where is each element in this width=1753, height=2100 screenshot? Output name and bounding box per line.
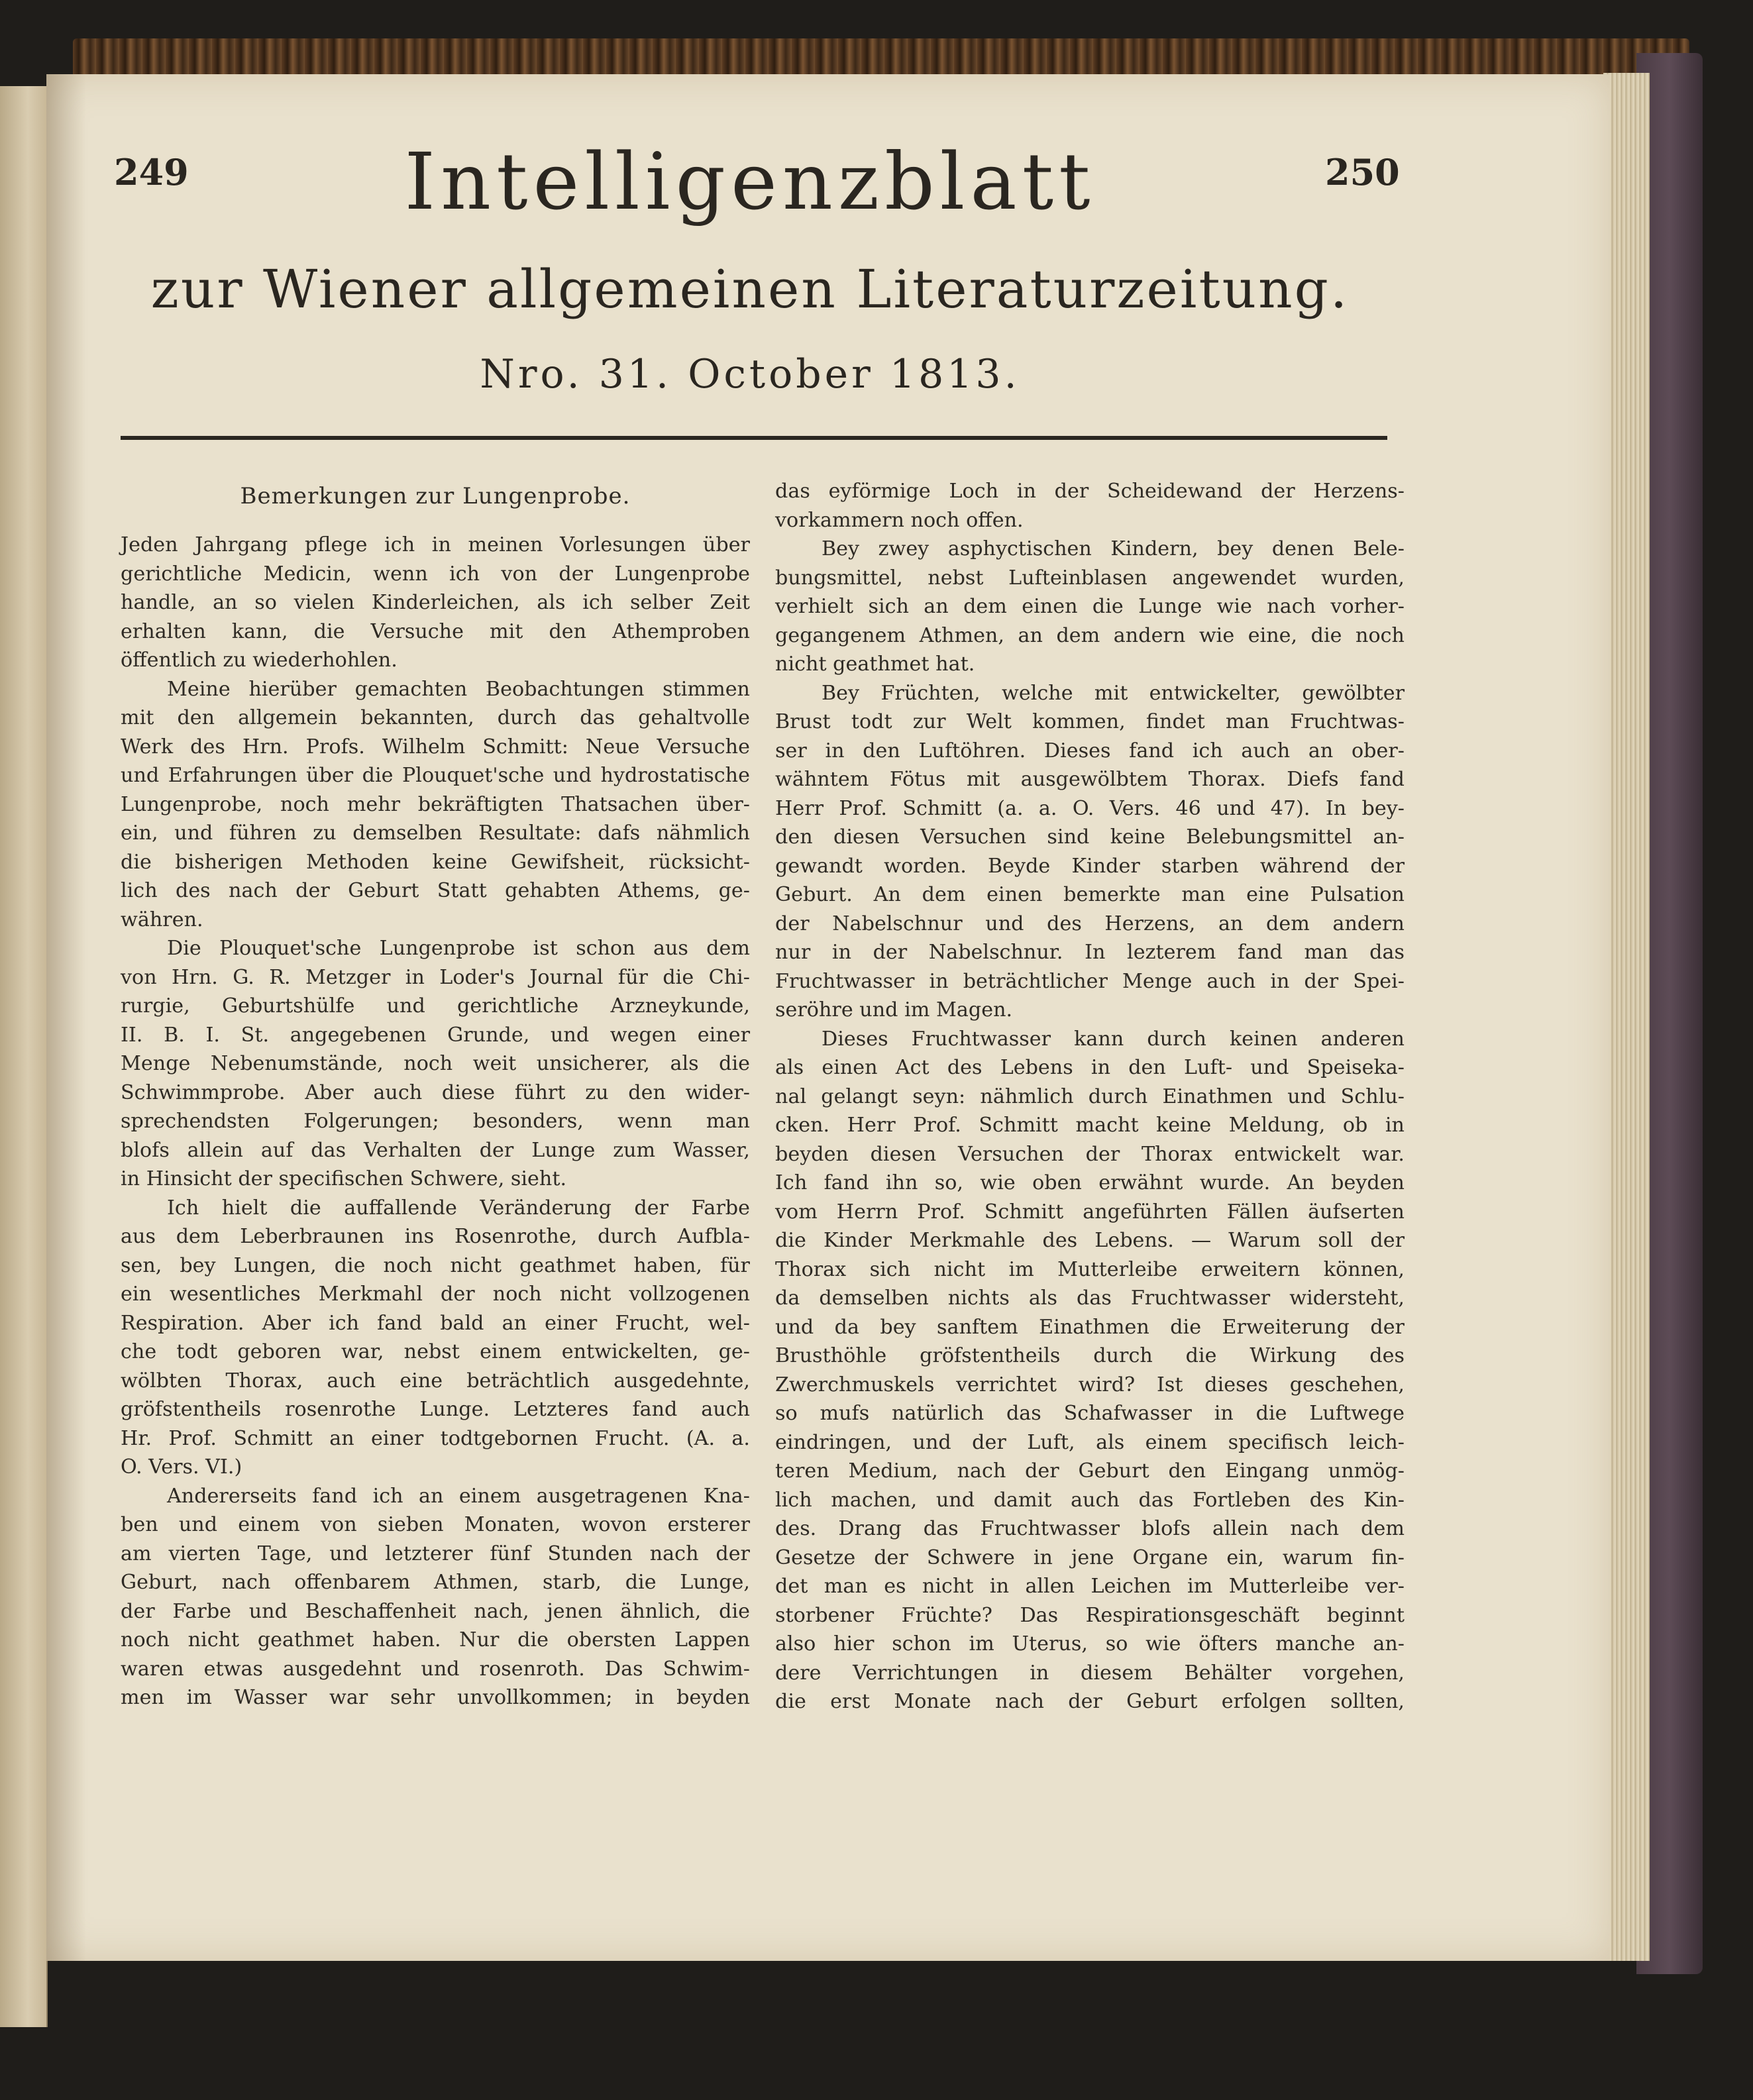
masthead-rule — [121, 436, 1387, 440]
text-line: noch nicht geathmet haben. Nur die obersten Lappen — [121, 1628, 750, 1652]
text-line: und da bey sanftem Einathmen die Erweiterung der — [775, 1315, 1405, 1339]
text-column-right — [775, 477, 1405, 1716]
text-line: Ich hielt die auffallende Veränderung der Farbe — [167, 1196, 750, 1220]
text-line: da demselben nichts als das Fruchtwasser widersteht, — [775, 1286, 1405, 1310]
text-line: Fruchtwasser in beträchtlicher Menge auch in der Spei- — [775, 969, 1405, 993]
text-line: Schwimmprobe. Aber auch diese führt zu den wider- — [121, 1080, 750, 1104]
text-line: Jeden Jahrgang pflege ich in meinen Vorlesungen über — [121, 533, 750, 556]
text-line: Menge Nebenumstände, noch weit unsicherer, als die — [121, 1052, 750, 1075]
text-line: wölbten Thorax, auch eine beträchtlich ausgedehnte, — [121, 1369, 750, 1392]
text-line: Andererseits fand ich an einem ausgetragenen Kna- — [167, 1484, 750, 1508]
text-line: Die Plouquet'sche Lungenprobe ist schon aus dem — [167, 937, 750, 960]
page-block-edges — [1603, 73, 1650, 1961]
text-line: sen, bey Lungen, die noch nicht geathmet haben, für — [121, 1253, 750, 1277]
text-line: der Farbe und Beschaffenheit nach, jenen ähnlich, die — [121, 1599, 750, 1623]
masthead-title: Intelligenzblatt — [404, 136, 1096, 227]
text-line: wähntem Fötus mit ausgewölbtem Thorax. Diefs fand — [775, 768, 1405, 791]
text-line: am vierten Tage, und letzterer fünf Stunden nach der — [121, 1542, 750, 1565]
text-line: cken. Herr Prof. Schmitt macht keine Meldung, ob in — [775, 1114, 1405, 1137]
text-line: lich des nach der Geburt Statt gehabten Athems, ge- — [121, 879, 750, 902]
text-line: verhielt sich an dem einen die Lunge wie nach vorher- — [775, 595, 1405, 618]
text-line: die Kinder Merkmahle des Lebens. — Warum soll der — [775, 1229, 1405, 1252]
facing-page-edge — [0, 86, 48, 2027]
text-line: Thorax sich nicht im Mutterleibe erweitern können, — [775, 1257, 1405, 1281]
text-line: Hr. Prof. Schmitt an einer todtgebornen Frucht. (A. a. — [121, 1426, 750, 1450]
text-line: storbener Früchte? Das Respirationsgeschäft beginnt — [775, 1603, 1405, 1627]
text-line: ser in den Luftöhren. Dieses fand ich auch an ober- — [775, 739, 1405, 762]
text-line: ein, und führen zu demselben Resultate: dafs nähmlich — [121, 821, 750, 845]
text-line: blofs allein auf das Verhalten der Lunge zum Wasser, — [121, 1138, 750, 1162]
text-line: nur in der Nabelschnur. In lezterem fand man das — [775, 941, 1405, 964]
text-line: vom Herrn Prof. Schmitt angeführten Fällen äufserten — [775, 1200, 1405, 1224]
text-line: sprechendsten Folgerungen; besonders, wenn man — [121, 1110, 750, 1133]
text-line: beyden diesen Versuchen der Thorax entwickelt war. — [775, 1142, 1405, 1166]
text-line: che todt geboren war, nebst einem entwickelten, ge- — [121, 1340, 750, 1363]
text-line: waren etwas ausgedehnt und rosenroth. Das Schwim- — [121, 1657, 750, 1681]
text-line: Bey zwey asphyctischen Kindern, bey denen Bele- — [822, 537, 1405, 560]
text-line: men im Wasser war sehr unvollkommen; in beyden — [121, 1686, 750, 1709]
text-line: den diesen Versuchen sind keine Belebungsmittel an- — [775, 825, 1405, 849]
text-line: Bey Früchten, welche mit entwickelter, gewölbter — [822, 681, 1405, 705]
text-line: so mufs natürlich das Schafwasser in die Luftwege — [775, 1402, 1405, 1425]
text-line: in Hinsicht der specifischen Schwere, sieht. — [121, 1167, 567, 1190]
page-number-left: 249 — [114, 151, 189, 193]
text-line: nicht geathmet hat. — [775, 653, 975, 676]
text-line: nal gelangt seyn: nähmlich durch Einathmen und Schlu- — [775, 1084, 1405, 1108]
text-line: gröfstentheils rosenrothe Lunge. Letzteres fand auch — [121, 1398, 750, 1421]
text-line: rurgie, Geburtshülfe und gerichtliche Arzneykunde, — [121, 994, 750, 1018]
text-line: mit den allgemein bekannten, durch das gehaltvolle — [121, 706, 750, 729]
issue-line: Nro. 31. October 1813. — [480, 351, 1020, 397]
text-line: gegangenem Athmen, an dem andern wie eine, die noch — [775, 623, 1405, 647]
text-line: O. Vers. VI.) — [121, 1455, 242, 1479]
text-line: von Hrn. G. R. Metzger in Loder's Journal für die Chi- — [121, 965, 750, 989]
text-line: des. Drang das Fruchtwasser blofs allein nach dem — [775, 1517, 1405, 1540]
text-column-left — [121, 477, 750, 1712]
text-line: Brusthöhle gröfstentheils durch die Wirkung des — [775, 1344, 1405, 1367]
text-line: Zwerchmuskels verrichtet wird? Ist dieses geschehen, — [775, 1373, 1405, 1396]
text-line: lich machen, und damit auch das Fortleben des Kin- — [775, 1488, 1405, 1512]
page-number-right: 250 — [1325, 151, 1400, 193]
text-line: II. B. I. St. angegebenen Grunde, und wegen einer — [121, 1023, 750, 1047]
text-line: also hier schon im Uterus, so wie öfters manche an- — [775, 1632, 1405, 1655]
text-line: ben und einem von sieben Monaten, wovon ersterer — [121, 1513, 750, 1536]
text-line: die bisherigen Methoden keine Gewifsheit, rücksicht- — [121, 850, 750, 874]
text-line: gewandt worden. Beyde Kinder starben während der — [775, 854, 1405, 878]
text-line: und Erfahrungen über die Plouquet'sche und hydrostatische — [121, 764, 750, 787]
text-line: Ich fand ihn so, wie oben erwähnt wurde. An beyden — [775, 1171, 1405, 1194]
text-line: währen. — [121, 908, 203, 931]
text-line: Meine hierüber gemachten Beobachtungen stimmen — [167, 677, 750, 701]
text-line: die erst Monate nach der Geburt erfolgen sollten, — [775, 1690, 1405, 1713]
text-line: det man es nicht in allen Leichen im Mutterleibe ver- — [775, 1575, 1405, 1598]
text-line: Werk des Hrn. Profs. Wilhelm Schmitt: Neue Versuche — [121, 735, 750, 759]
text-line: als einen Act des Lebens in den Luft- und Speiseka- — [775, 1056, 1405, 1079]
text-line: seröhre und im Magen. — [775, 998, 1013, 1022]
page-gutter-shadow — [46, 74, 86, 1961]
text-line: das eyförmige Loch in der Scheidewand der Herzens- — [775, 480, 1405, 503]
article-heading: Bemerkungen zur Lungenprobe. — [240, 483, 631, 509]
text-line: aus dem Leberbraunen ins Rosenrothe, durch Aufbla- — [121, 1225, 750, 1248]
text-line: teren Medium, nach der Geburt den Eingang unmög- — [775, 1459, 1405, 1483]
text-line: vorkammern noch offen. — [775, 508, 1024, 532]
text-line: Brust todt zur Welt kommen, findet man Fruchtwas- — [775, 710, 1405, 733]
text-line: dere Verrichtungen in diesem Behälter vorgehen, — [775, 1661, 1405, 1685]
text-line: Dieses Fruchtwasser kann durch keinen anderen — [822, 1027, 1405, 1051]
text-line: bungsmittel, nebst Lufteinblasen angewendet wurden, — [775, 566, 1405, 590]
text-line: Herr Prof. Schmitt (a. a. O. Vers. 46 und 47). In bey- — [775, 796, 1405, 820]
text-line: der Nabelschnur und des Herzens, an dem andern — [775, 912, 1405, 935]
text-line: öffentlich zu wiederhohlen. — [121, 649, 398, 672]
masthead-subtitle: zur Wiener allgemeinen Literaturzeitung. — [150, 258, 1350, 320]
text-line: gerichtliche Medicin, wenn ich von der Lungenprobe — [121, 562, 750, 586]
text-line: ein wesentliches Merkmahl der noch nicht vollzogenen — [121, 1283, 750, 1306]
text-line: Geburt. An dem einen bemerkte man eine Pulsation — [775, 883, 1405, 906]
text-line: handle, an so vielen Kinderleichen, als ich selber Zeit — [121, 591, 750, 614]
text-line: Geburt, nach offenbarem Athmen, starb, die Lunge, — [121, 1571, 750, 1594]
text-line: eindringen, und der Luft, als einem specifisch leich- — [775, 1430, 1405, 1454]
text-line: Respiration. Aber ich fand bald an einer Frucht, wel- — [121, 1311, 750, 1335]
text-line: Lungenprobe, noch mehr bekräftigten Thatsachen über- — [121, 792, 750, 816]
text-line: Gesetze der Schwere in jene Organe ein, warum fin- — [775, 1546, 1405, 1569]
text-line: erhalten kann, die Versuche mit den Athemproben — [121, 619, 750, 643]
